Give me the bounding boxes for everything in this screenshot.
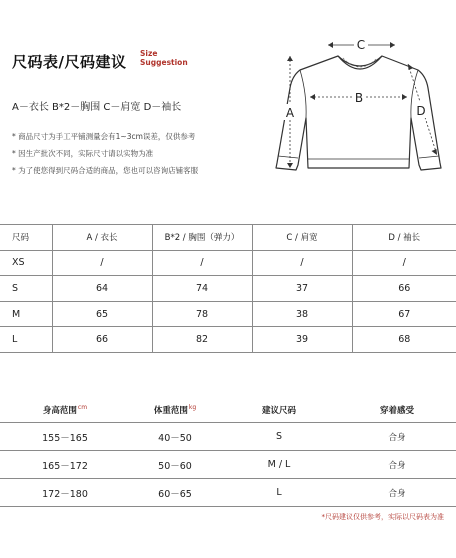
header-shoulder: C / 肩宽 <box>252 225 352 251</box>
table-row <box>0 479 456 507</box>
header-length: A / 衣长 <box>52 225 152 251</box>
size-table <box>0 224 456 353</box>
length-cell: 66 <box>52 327 152 353</box>
label-c: C <box>356 38 366 52</box>
table-row <box>0 301 456 327</box>
size-suggestion-label: Size Suggestion <box>140 49 188 67</box>
chest-cell: 74 <box>152 276 252 302</box>
suggested-size-cell: M / L <box>220 451 338 479</box>
chest-cell: 78 <box>152 301 252 327</box>
fit-cell: 合身 <box>338 479 456 507</box>
note-item: * 为了使您得到尺码合适的商品，您也可以咨询店铺客服 <box>12 166 199 175</box>
header-fit: 穿着感受 <box>338 398 456 423</box>
length-cell: / <box>52 250 152 276</box>
sleeve-cell: 68 <box>352 327 456 353</box>
height-cell: 165－172 <box>0 451 130 479</box>
table-row <box>0 276 456 302</box>
header-sleeve: D / 袖长 <box>352 225 456 251</box>
label-d: D <box>416 104 426 118</box>
shoulder-cell: 37 <box>252 276 352 302</box>
size-cell: L <box>0 327 52 353</box>
shoulder-cell: / <box>252 250 352 276</box>
table-row <box>0 423 456 451</box>
header-suggested-size: 建议尺码 <box>220 398 338 423</box>
weight-cell: 50－60 <box>130 451 220 479</box>
suggested-size-cell: L <box>220 479 338 507</box>
sleeve-cell: 67 <box>352 301 456 327</box>
sweater-measurement-diagram <box>270 28 450 198</box>
height-cell: 172－180 <box>0 479 130 507</box>
sleeve-cell: 66 <box>352 276 456 302</box>
chest-cell: 82 <box>152 327 252 353</box>
weight-unit: kg <box>188 404 197 411</box>
notes-list <box>12 128 198 179</box>
shoulder-cell: 39 <box>252 327 352 353</box>
header-height: 身高范围$^{cm}$ <box>0 398 130 423</box>
height-cell: 155－165 <box>0 423 130 451</box>
header-size: 尺码 <box>0 225 52 251</box>
recommend-header-row <box>0 398 456 423</box>
note-item: * 因生产批次不同，实际尺寸请以实物为准 <box>12 149 154 158</box>
weight-cell: 40－50 <box>130 423 220 451</box>
shoulder-cell: 38 <box>252 301 352 327</box>
size-table-header-row <box>0 225 456 251</box>
label-a: A <box>285 106 295 120</box>
height-unit: cm <box>77 404 88 411</box>
chest-cell: / <box>152 250 252 276</box>
length-cell: 64 <box>52 276 152 302</box>
size-recommendation-table <box>0 398 456 507</box>
table-row <box>0 451 456 479</box>
table-row <box>0 327 456 353</box>
measurement-legend: A－衣长 B*2－胸围 C－肩宽 D－袖长 <box>12 102 182 113</box>
size-cell: XS <box>0 250 52 276</box>
weight-cell: 60－65 <box>130 479 220 507</box>
fit-cell: 合身 <box>338 423 456 451</box>
label-b: B <box>354 91 364 105</box>
fit-cell: 合身 <box>338 451 456 479</box>
header-chest: B*2 / 胸围（弹力） <box>152 225 252 251</box>
suggested-size-cell: S <box>220 423 338 451</box>
length-cell: 65 <box>52 301 152 327</box>
size-cell: M <box>0 301 52 327</box>
header-weight: 体重范围$^{kg}$ <box>130 398 220 423</box>
footnote: *尺码建议仅供参考，实际以尺码表为准 <box>321 513 444 521</box>
size-cell: S <box>0 276 52 302</box>
table-row <box>0 250 456 276</box>
note-item: * 商品尺寸为手工平铺测量会有1~3cm误差，仅供参考 <box>12 132 196 141</box>
sleeve-cell: / <box>352 250 456 276</box>
page-title: 尺码表/尺码建议 <box>12 53 127 71</box>
